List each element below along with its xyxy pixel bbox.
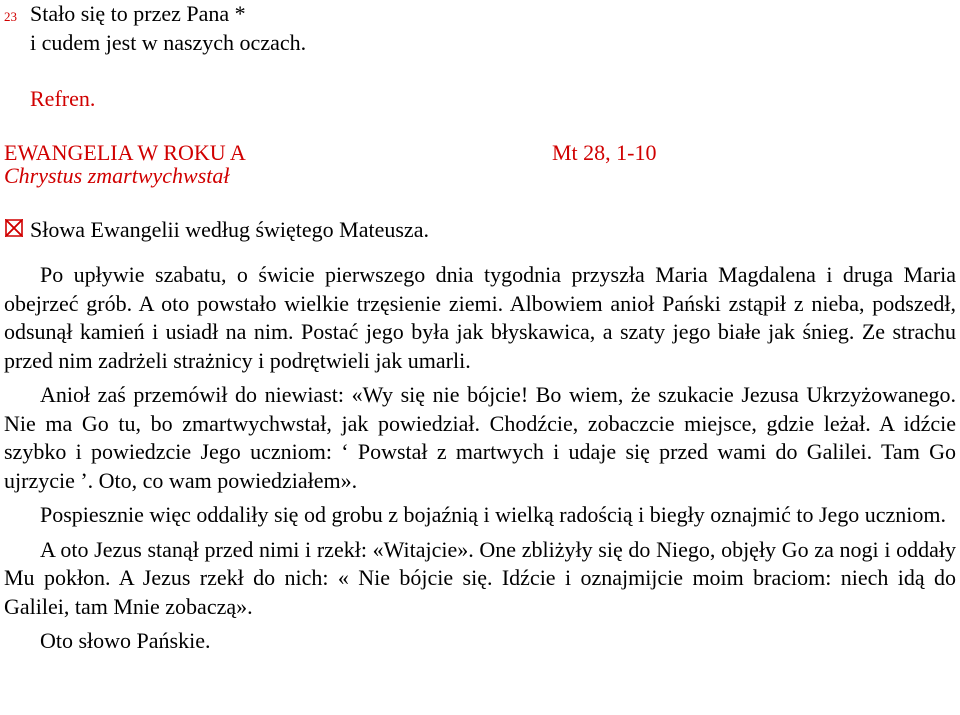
gospel-reference: Mt 28, 1-10 bbox=[552, 140, 657, 165]
closing-acclamation: Oto słowo Pańskie. bbox=[40, 628, 211, 653]
gospel-heading: EWANGELIA W ROKU A bbox=[4, 140, 246, 165]
gospel-subtitle: Chrystus zmartwychwstał bbox=[4, 163, 230, 188]
gospel-paragraph-3: Pospiesznie więc oddaliły się od grobu z bojaźnią i wielką radością i biegły oznajmić to Jego uczniom. bbox=[40, 502, 947, 527]
gospel-intro: Słowa Ewangelii według świętego Mateusza. bbox=[30, 217, 429, 242]
gospel-paragraph-1: Po upływie szabatu, o świcie pierwszego dnia tygodnia przyszła Maria Magdalena i druga Maria obejrzeć grób. A oto powstało wielkie trzęsienie ziemi. Albowiem anioł Pański zstąpił z nieba, podszedł, odsunął kamień i usiadł na nim. Postać jego była jak błyskawica, a szaty jego białe jak śnieg. Ze strachu przed nim zadrżeli strażnicy i podrętwieli jak umarli. bbox=[4, 262, 956, 373]
gospel-paragraph-2: Anioł zaś przemówił do niewiast: «Wy się nie bójcie! Bo wiem, że szukacie Jezusa Ukrzyżowanego. Nie ma Go tu, bo zmartwychwstał, jak powiedział. Chodźcie, zobaczcie miejsce, gdzie leżał. A idźcie szybko i powiedzcie Jego uczniom: ‘ Powstał z martwych i udaje się przed wami do Galilei. Tam Go ujrzycie ’. Oto, co wam powiedziałem». bbox=[4, 382, 956, 493]
psalm-line-1: Stało się to przez Pana * bbox=[30, 1, 246, 26]
gospel-body bbox=[4, 261, 956, 656]
refrain-label: Refren. bbox=[30, 86, 96, 111]
gospel-paragraph-4: A oto Jezus stanął przed nimi i rzekł: «Witajcie». One zbliżyły się do Niego, objęły Go za nogi i oddały Mu pokłon. A Jezus rzekł do nich: « Nie bójcie się. Idźcie i oznajmijcie moim braciom: niech idą do Galilei, tam Mnie zobaczą». bbox=[4, 536, 956, 619]
verse-number: 23 bbox=[4, 9, 17, 24]
psalm-line-2: i cudem jest w naszych oczach. bbox=[30, 30, 307, 55]
maltese-cross-icon bbox=[5, 219, 23, 237]
